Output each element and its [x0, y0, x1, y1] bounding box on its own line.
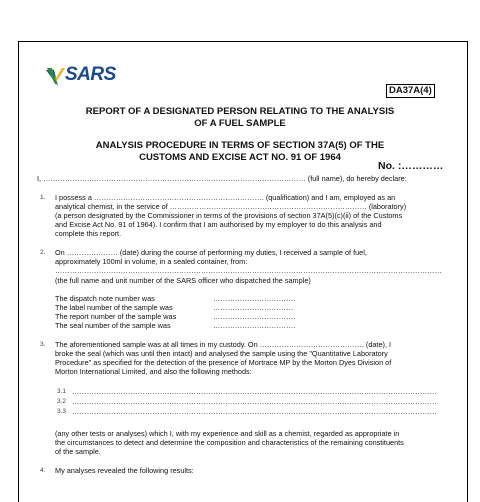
seal-number-blank: ……………………………. [213, 321, 296, 330]
method-3-2-number: 3.2 [57, 398, 67, 405]
section4-line1: My analyses revealed the following results: [55, 466, 194, 475]
section2-line3: …………………………………………………………………………………………………………………………………………… [55, 266, 442, 275]
reference-number: No. :………… [378, 160, 444, 172]
section3-after-line3: of the sample. [55, 447, 101, 456]
label-number-label: The label number of the sample was [55, 303, 173, 312]
section4-number: 4. [40, 467, 46, 474]
form-number: DA37A(4) [386, 84, 435, 98]
section3-number: 3. [40, 341, 46, 348]
report-number-blank: ……………………………. [213, 312, 296, 321]
section1-line5: complete this report. [55, 229, 122, 238]
report-title-line1: REPORT OF A DESIGNATED PERSON RELATING TO THE ANALYSIS [85, 106, 395, 117]
section1-line3: (a person designated by the Commissioner in terms of the provisions of section 37A(5)(c)(ii) of the Customs [55, 211, 403, 220]
section1-number: 1. [40, 194, 46, 201]
declarant-line: I, ……………………………………………………………………………………………… (full name), do hereby declare: [37, 174, 407, 183]
section2-line1: On ………………… (date) during the course of performing my duties, I received a sample of fuel, [55, 248, 367, 257]
section3-line2: broke the seal (which was until then intact) and analysed the sample using the "Quantitative Laboratory [55, 349, 388, 358]
method-3-3-number: 3.3 [57, 408, 67, 415]
method-3-1-number: 3.1 [57, 388, 67, 395]
section3-line3: Procedure" as specified for the detection of the presence of Mortrace MP by the Morton Dyes Division of [55, 358, 392, 367]
section2-number: 2. [40, 249, 46, 256]
section1-line2: analytical chemist, in the service of ……………………………………………………………………… (laboratory) [55, 202, 407, 211]
section3-line4: Morton International Limited, and also the following methods: [55, 367, 252, 376]
dispatch-note-label: The dispatch note number was [55, 294, 155, 303]
report-number-label: The report number of the sample was [55, 312, 177, 321]
section3-after-line2: the circumstances to detect and determine the composition and characteristics of the remaining constituents [55, 438, 404, 447]
report-title-line2: OF A FUEL SAMPLE [194, 118, 286, 129]
section2-line2: approximately 100ml in volume, in a sealed container, from: [55, 257, 248, 266]
method-3-1-blank: …………………………………………………………………………………………………………………………………… [72, 387, 437, 396]
section1-line4: and Excise Act No. 91 of 1964). I confirm that I am authorised by my employer to do this analysis and [55, 220, 382, 229]
section3-after-line1: (any other tests or analyses) which I, with my experience and skill as a chemist, regarded as appropriate in [55, 429, 400, 438]
seal-number-label: The seal number of the sample was [55, 321, 171, 330]
subtitle-line2: CUSTOMS AND EXCISE ACT NO. 91 OF 1964 [139, 152, 341, 163]
label-number-blank: …………………………… [213, 303, 294, 312]
subtitle-line1: ANALYSIS PROCEDURE IN TERMS OF SECTION 37A(5) OF THE [95, 140, 385, 151]
section3-line1: The aforementioned sample was at all times in my custody. On ……………………………………. (date), I [55, 340, 392, 349]
sars-logo-mark [45, 66, 67, 88]
section1-line1: I possess a ……………………………………………………………. (qualification) and I am, employed as an [55, 193, 396, 202]
section2-line4: (the full name and unit number of the SARS officer who dispatched the sample) [55, 276, 311, 285]
method-3-2-blank: …………………………………………………………………………………………………………………………………… [72, 397, 437, 406]
method-3-3-blank: …………………………………………………………………………………………………………………………………… [72, 407, 437, 416]
sars-logo-text: SARS [65, 64, 116, 85]
dispatch-note-blank: ……………………………. [213, 294, 296, 303]
